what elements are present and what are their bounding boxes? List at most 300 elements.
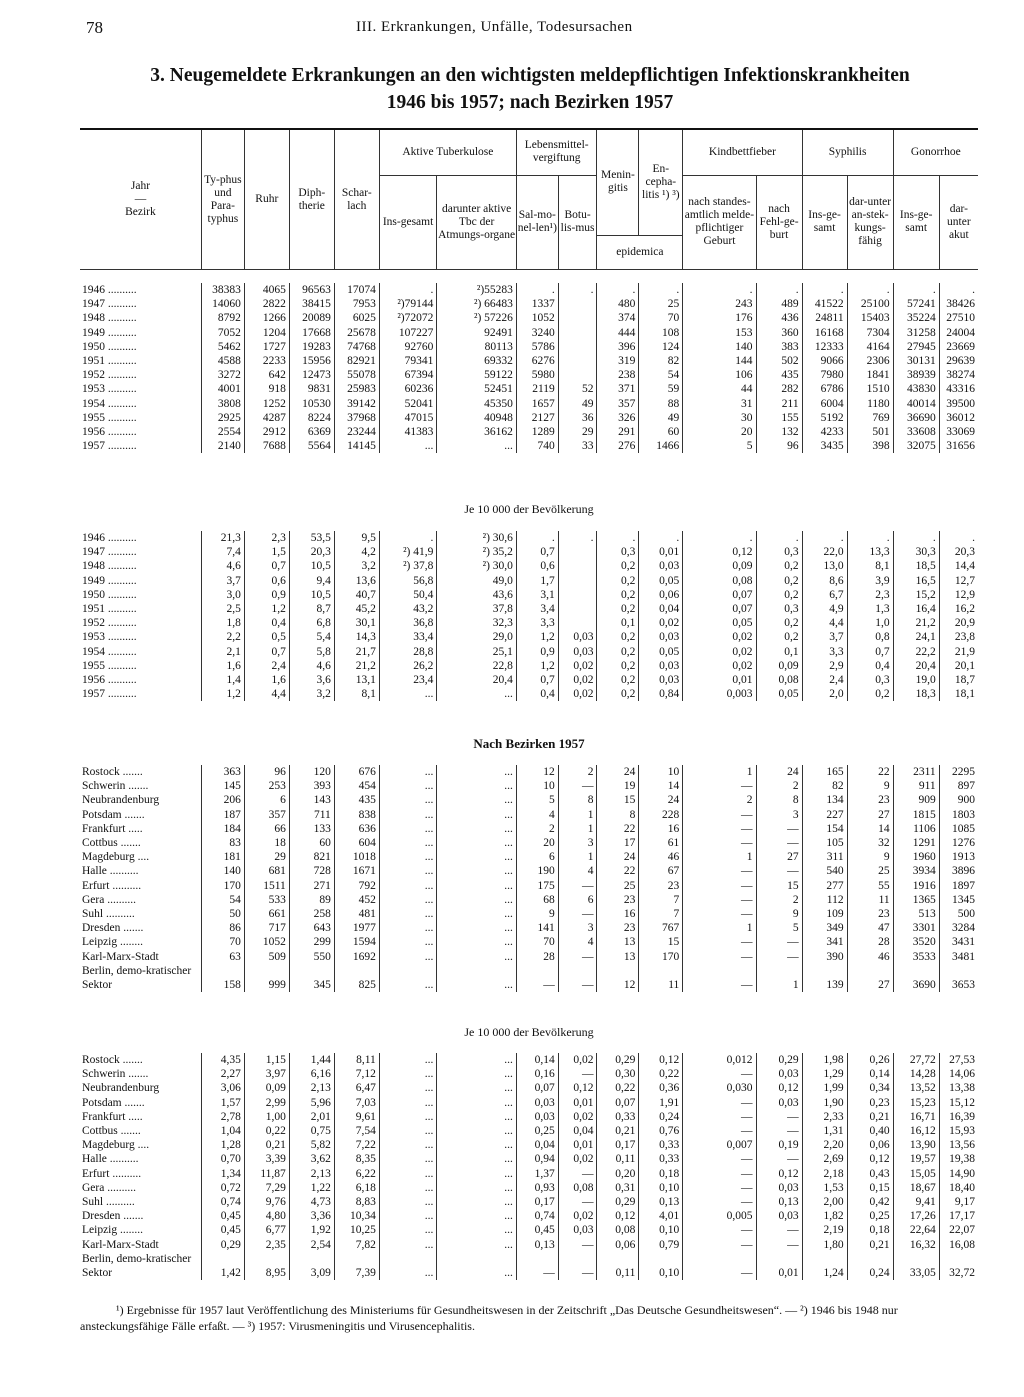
table-cell: 0,6 xyxy=(244,574,289,588)
row-label: 1946 .......... xyxy=(82,284,137,297)
table-cell: 1594 xyxy=(334,935,379,949)
table-row xyxy=(80,411,978,425)
table-cell: 0,07 xyxy=(597,1096,639,1110)
table-cell: 0,13 xyxy=(756,1195,802,1209)
row-label: 1952 .......... xyxy=(82,369,137,382)
table-cell: ²) 57226 xyxy=(437,311,517,325)
table-cell: 1,44 xyxy=(289,1053,334,1067)
row-label: Gera .......... xyxy=(82,1181,136,1194)
table-cell: 2295 xyxy=(939,765,978,779)
table-cell: . xyxy=(893,531,939,545)
table-cell: 0,23 xyxy=(847,1096,893,1110)
table-row xyxy=(80,425,978,439)
table-cell: 345 xyxy=(289,964,334,992)
table-cell: 1,2 xyxy=(516,659,558,673)
table-cell: 0,04 xyxy=(639,602,683,616)
table-row xyxy=(80,836,978,850)
table-cell: 0,2 xyxy=(597,630,639,644)
table-cell: 7,82 xyxy=(334,1237,379,1251)
table-cell: 27 xyxy=(847,808,893,822)
table-cell: 0,7 xyxy=(516,545,558,559)
table-cell: 6,77 xyxy=(244,1223,289,1237)
table-cell: ... xyxy=(379,907,437,921)
row-label: Frankfurt ..... xyxy=(82,1110,143,1123)
table-cell: 481 xyxy=(334,907,379,921)
table-row xyxy=(80,602,978,616)
table-cell: 349 xyxy=(802,921,847,935)
table-cell: 0,4 xyxy=(516,687,558,701)
table-cell: 0,07 xyxy=(683,588,756,602)
table-cell: 0,02 xyxy=(558,1152,597,1166)
table-cell: 0,24 xyxy=(847,1252,893,1280)
table-cell: 2,78 xyxy=(201,1110,244,1124)
table-cell: 1,0 xyxy=(847,616,893,630)
table-cell: 18,1 xyxy=(939,687,978,701)
table-cell: 28,8 xyxy=(379,645,437,659)
table-cell: 36162 xyxy=(437,425,517,439)
table-cell: . xyxy=(847,283,893,297)
table-cell: 2,9 xyxy=(802,659,847,673)
table-cell: 13 xyxy=(597,935,639,949)
table-cell: 16,2 xyxy=(939,602,978,616)
header-syphilis: Syphilis xyxy=(802,129,893,175)
row-label: Karl-Marx-Stadt xyxy=(82,1238,159,1251)
table-cell: 2,20 xyxy=(802,1138,847,1152)
table-cell: 23 xyxy=(639,879,683,893)
table-cell: 8,83 xyxy=(334,1195,379,1209)
table-cell: 92760 xyxy=(379,340,437,354)
table-cell: 120 xyxy=(289,765,334,779)
table-cell: 21,3 xyxy=(201,531,244,545)
table-cell: 1510 xyxy=(847,382,893,396)
table-cell: 1,91 xyxy=(639,1096,683,1110)
table-cell: 17,17 xyxy=(939,1209,978,1223)
table-cell: 0,2 xyxy=(756,559,802,573)
table-cell: 12333 xyxy=(802,340,847,354)
table-cell: 5,82 xyxy=(289,1138,334,1152)
table-cell: ... xyxy=(379,1195,437,1209)
section-per-10000-districts: Je 10 000 der Bevölkerung xyxy=(464,1025,594,1039)
table-cell: 1,90 xyxy=(802,1096,847,1110)
table-cell: . xyxy=(597,283,639,297)
row-label: Halle .......... xyxy=(82,1153,139,1166)
table-cell: 1960 xyxy=(893,850,939,864)
table-cell: 0,08 xyxy=(683,574,756,588)
table-cell: 1180 xyxy=(847,397,893,411)
table-cell: 22,64 xyxy=(893,1223,939,1237)
table-cell: 0,05 xyxy=(639,645,683,659)
table-cell: 15,12 xyxy=(939,1096,978,1110)
table-cell: 20,1 xyxy=(939,659,978,673)
table-cell: — xyxy=(558,1195,597,1209)
table-cell: 0,12 xyxy=(683,545,756,559)
table-cell: 1,6 xyxy=(201,659,244,673)
table-cell: 1,6 xyxy=(244,673,289,687)
table-cell: — xyxy=(756,836,802,850)
table-cell: 6025 xyxy=(334,311,379,325)
table-cell: 711 xyxy=(289,808,334,822)
table-cell: 999 xyxy=(244,964,289,992)
table-cell: 6,7 xyxy=(802,588,847,602)
table-row xyxy=(80,1081,978,1095)
table-cell: ... xyxy=(437,893,517,907)
table-cell: 2,5 xyxy=(201,602,244,616)
section-per-10000-years: Je 10 000 der Bevölkerung xyxy=(464,502,594,516)
table-cell: 0,40 xyxy=(847,1124,893,1138)
table-cell: ... xyxy=(379,1053,437,1067)
table-cell: . xyxy=(939,531,978,545)
table-cell: 825 xyxy=(334,964,379,992)
table-cell: 0,14 xyxy=(516,1053,558,1067)
table-cell: 1,2 xyxy=(201,687,244,701)
table-cell: 1,31 xyxy=(802,1124,847,1138)
table-cell: 243 xyxy=(683,297,756,311)
table-cell: 59 xyxy=(639,382,683,396)
table-cell: 27945 xyxy=(893,340,939,354)
table-cell: 4588 xyxy=(201,354,244,368)
table-cell: 13,56 xyxy=(939,1138,978,1152)
table-cell: 3,4 xyxy=(516,602,558,616)
table-cell: 0,12 xyxy=(639,1053,683,1067)
table-cell: 35224 xyxy=(893,311,939,325)
table-cell: 1 xyxy=(756,964,802,992)
row-label: 1957 .......... xyxy=(82,688,137,701)
table-cell: 53,5 xyxy=(289,531,334,545)
table-cell: 37968 xyxy=(334,411,379,425)
table-cell: 8,95 xyxy=(244,1252,289,1280)
table-cell: 24 xyxy=(597,850,639,864)
title-line-2: 1946 bis 1957; nach Bezirken 1957 xyxy=(386,92,674,113)
table-cell: 134 xyxy=(802,793,847,807)
table-cell: 8 xyxy=(558,793,597,807)
table-cell: ²)72072 xyxy=(379,311,437,325)
table-cell: — xyxy=(516,1252,558,1280)
table-cell: 2,0 xyxy=(802,687,847,701)
table-cell: 2,27 xyxy=(201,1067,244,1081)
table-cell: — xyxy=(683,1067,756,1081)
table-cell: 3808 xyxy=(201,397,244,411)
table-cell: 0,2 xyxy=(597,645,639,659)
table-cell: 0,42 xyxy=(847,1195,893,1209)
table-row xyxy=(80,659,978,673)
table-cell: 29 xyxy=(244,850,289,864)
table-cell: 211 xyxy=(756,397,802,411)
table-cell: 22 xyxy=(597,864,639,878)
table-cell: 1266 xyxy=(244,311,289,325)
table-cell: 4,2 xyxy=(334,545,379,559)
table-cell: 0,003 xyxy=(683,687,756,701)
table-row xyxy=(80,545,978,559)
table-cell: 79341 xyxy=(379,354,437,368)
table-cell: 54 xyxy=(639,368,683,382)
table-cell: 43830 xyxy=(893,382,939,396)
table-cell: 3240 xyxy=(516,326,558,340)
table-cell: — xyxy=(756,864,802,878)
table-cell: 0,22 xyxy=(639,1067,683,1081)
table-cell: 0,29 xyxy=(201,1237,244,1251)
table-cell: 88 xyxy=(639,397,683,411)
table-row xyxy=(80,630,978,644)
table-cell: 6 xyxy=(516,850,558,864)
row-label: Suhl .......... xyxy=(82,1195,135,1208)
table-cell: 3,0 xyxy=(201,588,244,602)
table-cell: 291 xyxy=(597,425,639,439)
row-label: 1951 .......... xyxy=(82,603,137,616)
table-cell: 5 xyxy=(516,793,558,807)
table-cell: ... xyxy=(379,1252,437,1280)
table-cell: 19,38 xyxy=(939,1152,978,1166)
table-cell: 0,70 xyxy=(201,1152,244,1166)
table-cell: 13,3 xyxy=(847,545,893,559)
table-row xyxy=(80,793,978,807)
table-cell: 15,93 xyxy=(939,1124,978,1138)
table-cell: 489 xyxy=(756,297,802,311)
table-cell: 740 xyxy=(516,439,558,453)
table-cell: ... xyxy=(379,1110,437,1124)
row-label: Erfurt .......... xyxy=(82,1167,142,1180)
table-cell: ... xyxy=(437,1209,517,1223)
table-row xyxy=(80,311,978,325)
table-cell: 14060 xyxy=(201,297,244,311)
table-cell: 7052 xyxy=(201,326,244,340)
row-label: 1953 .......... xyxy=(82,631,137,644)
table-years-per-10000 xyxy=(80,531,978,701)
table-cell: 18,7 xyxy=(939,673,978,687)
table-cell: 61 xyxy=(639,836,683,850)
header-kb-nach-geburt: nach standes-amtlich melde-pflichtiger Geburt xyxy=(683,175,756,269)
table-cell: 0,08 xyxy=(756,673,802,687)
table-cell: 46 xyxy=(639,850,683,864)
table-cell: 1,34 xyxy=(201,1167,244,1181)
table-row xyxy=(80,340,978,354)
table-cell: 0,84 xyxy=(639,687,683,701)
table-cell: 0,29 xyxy=(756,1053,802,1067)
table-cell: 170 xyxy=(201,879,244,893)
table-cell: — xyxy=(683,822,756,836)
table-cell: ... xyxy=(379,1237,437,1251)
table-cell: 0,79 xyxy=(639,1237,683,1251)
table-cell: ... xyxy=(437,864,517,878)
table-cell: 33069 xyxy=(939,425,978,439)
table-cell: 14,4 xyxy=(939,559,978,573)
row-label: 1949 .......... xyxy=(82,574,137,587)
table-cell: 24 xyxy=(639,793,683,807)
table-cell xyxy=(558,588,597,602)
table-row xyxy=(80,1053,978,1067)
table-cell: 12,9 xyxy=(939,588,978,602)
table-cell: 20,4 xyxy=(437,673,517,687)
table-cell: — xyxy=(756,1223,802,1237)
table-cell: 105 xyxy=(802,836,847,850)
table-cell: 0,08 xyxy=(597,1223,639,1237)
table-cell: . xyxy=(802,283,847,297)
table-cell: 0,6 xyxy=(516,559,558,573)
header-kindbettfieber: Kindbettfieber xyxy=(683,129,802,175)
row-label: Berlin, demo-kratischer Sektor xyxy=(82,964,192,991)
table-cell: 0,8 xyxy=(847,630,893,644)
table-row xyxy=(80,588,978,602)
table-cell: 10530 xyxy=(289,397,334,411)
row-label: 1948 .......... xyxy=(82,312,137,325)
row-label: 1956 .......... xyxy=(82,673,137,686)
table-cell: 19 xyxy=(597,779,639,793)
table-cell: 1052 xyxy=(244,935,289,949)
table-cell: 16 xyxy=(639,822,683,836)
table-row xyxy=(80,1110,978,1124)
table-title xyxy=(80,62,980,116)
table-cell: 60236 xyxy=(379,382,437,396)
table-cell: 0,7 xyxy=(244,559,289,573)
table-cell: 7,12 xyxy=(334,1067,379,1081)
table-cell: 3,62 xyxy=(289,1152,334,1166)
header-go-insgesamt: Ins-ge-samt xyxy=(893,175,939,269)
table-cell: ... xyxy=(437,1096,517,1110)
table-cell: 1,28 xyxy=(201,1138,244,1152)
table-cell: 13,38 xyxy=(939,1081,978,1095)
table-cell: 2,1 xyxy=(201,645,244,659)
table-cell: 38383 xyxy=(201,283,244,297)
table-cell: 0,03 xyxy=(558,1223,597,1237)
table-cell: 0,20 xyxy=(597,1167,639,1181)
table-cell: 7,22 xyxy=(334,1138,379,1152)
table-cell: 1913 xyxy=(939,850,978,864)
row-label: Suhl .......... xyxy=(82,907,135,920)
table-cell: 0,22 xyxy=(597,1081,639,1095)
header-encephalitis: En-cepha-litis ¹) ³) xyxy=(639,129,683,235)
row-label: Magdeburg .... xyxy=(82,1139,150,1152)
table-cell: ... xyxy=(379,1209,437,1223)
table-cell: 2,2 xyxy=(201,630,244,644)
table-cell: 0,25 xyxy=(516,1124,558,1138)
table-cell: 2,4 xyxy=(802,673,847,687)
table-cell: ²) 66483 xyxy=(437,297,517,311)
table-cell: 0,25 xyxy=(847,1209,893,1223)
table-cell: 0,2 xyxy=(756,630,802,644)
table-cell: 717 xyxy=(244,921,289,935)
table-row xyxy=(80,907,978,921)
table-cell: 109 xyxy=(802,907,847,921)
table-cell: 0,03 xyxy=(516,1096,558,1110)
table-cell: 25,1 xyxy=(437,645,517,659)
table-cell: 3690 xyxy=(893,964,939,992)
table-cell: 3934 xyxy=(893,864,939,878)
table-row xyxy=(80,949,978,963)
table-cell: 4,35 xyxy=(201,1053,244,1067)
table-cell: 0,34 xyxy=(847,1081,893,1095)
table-cell: 0,02 xyxy=(683,645,756,659)
table-cell: 6,47 xyxy=(334,1081,379,1095)
table-cell: ... xyxy=(437,1138,517,1152)
table-cell: ... xyxy=(379,964,437,992)
table-cell: 444 xyxy=(597,326,639,340)
table-cell: 140 xyxy=(683,340,756,354)
table-cell: 0,01 xyxy=(683,673,756,687)
table-cell: 0,01 xyxy=(558,1096,597,1110)
table-cell: 1,2 xyxy=(244,602,289,616)
row-label: 1953 .......... xyxy=(82,383,137,396)
table-cell: 0,11 xyxy=(597,1152,639,1166)
header-diphtherie: Diph-therie xyxy=(289,129,334,270)
row-label: Neubrandenburg xyxy=(82,794,160,807)
table-cell: 436 xyxy=(756,311,802,325)
table-cell: 0,2 xyxy=(597,687,639,701)
table-districts-per-10000 xyxy=(80,1053,978,1280)
table-cell: 56,8 xyxy=(379,574,437,588)
row-label: 1955 .......... xyxy=(82,659,137,672)
table-cell: 2,3 xyxy=(847,588,893,602)
table-cell: ²) 35,2 xyxy=(437,545,517,559)
table-cell: 16,5 xyxy=(893,574,939,588)
table-cell: 1291 xyxy=(893,836,939,850)
table-cell: 0,03 xyxy=(756,1067,802,1081)
table-cell: 175 xyxy=(516,879,558,893)
table-cell: 11 xyxy=(847,893,893,907)
table-cell: 341 xyxy=(802,935,847,949)
table-cell: 17 xyxy=(597,836,639,850)
table-cell: 1,2 xyxy=(516,630,558,644)
table-cell: ... xyxy=(379,921,437,935)
table-cell: 16,08 xyxy=(939,1237,978,1251)
table-cell: 153 xyxy=(683,326,756,340)
table-cell: 176 xyxy=(683,311,756,325)
table-cell: 38415 xyxy=(289,297,334,311)
table-cell: 21,7 xyxy=(334,645,379,659)
table-cell: 0,9 xyxy=(516,645,558,659)
table-cell: 0,12 xyxy=(558,1081,597,1095)
table-cell: 0,2 xyxy=(597,602,639,616)
table-cell: — xyxy=(558,907,597,921)
table-cell: 0,02 xyxy=(683,659,756,673)
table-cell: — xyxy=(683,1124,756,1138)
table-cell: ²) 41,9 xyxy=(379,545,437,559)
table-cell: 59122 xyxy=(437,368,517,382)
table-cell: — xyxy=(683,1237,756,1251)
table-cell: 7,39 xyxy=(334,1252,379,1280)
table-cell: 533 xyxy=(244,893,289,907)
table-cell: ²) 37,8 xyxy=(379,559,437,573)
table-cell: 3,97 xyxy=(244,1067,289,1081)
table-cell: 8 xyxy=(756,793,802,807)
table-cell: 2554 xyxy=(201,425,244,439)
table-cell: . xyxy=(683,283,756,297)
table-cell: 55 xyxy=(847,879,893,893)
table-cell: ... xyxy=(379,879,437,893)
page-number: 78 xyxy=(86,18,103,37)
table-cell: — xyxy=(683,1096,756,1110)
table-cell: 106 xyxy=(683,368,756,382)
header-salmonellen: Sal-mo-nel-len¹) xyxy=(516,175,558,269)
table-cell: 258 xyxy=(289,907,334,921)
table-cell: 0,12 xyxy=(756,1167,802,1181)
table-cell: 0,30 xyxy=(597,1067,639,1081)
table-cell: 3533 xyxy=(893,949,939,963)
table-cell: 2,01 xyxy=(289,1110,334,1124)
table-cell: 0,06 xyxy=(847,1138,893,1152)
table-cell: 37,8 xyxy=(437,602,517,616)
table-cell: — xyxy=(683,893,756,907)
table-cell: 253 xyxy=(244,779,289,793)
header-botulismus: Botu-lis-mus xyxy=(558,175,597,269)
table-cell: 0,15 xyxy=(847,1181,893,1195)
table-row xyxy=(80,673,978,687)
table-cell: ... xyxy=(437,1252,517,1280)
row-label: Frankfurt ..... xyxy=(82,822,143,835)
table-cell: 40948 xyxy=(437,411,517,425)
table-cell: 3,3 xyxy=(516,616,558,630)
table-cell: 82 xyxy=(639,354,683,368)
table-row xyxy=(80,822,978,836)
row-label: 1949 .......... xyxy=(82,326,137,339)
